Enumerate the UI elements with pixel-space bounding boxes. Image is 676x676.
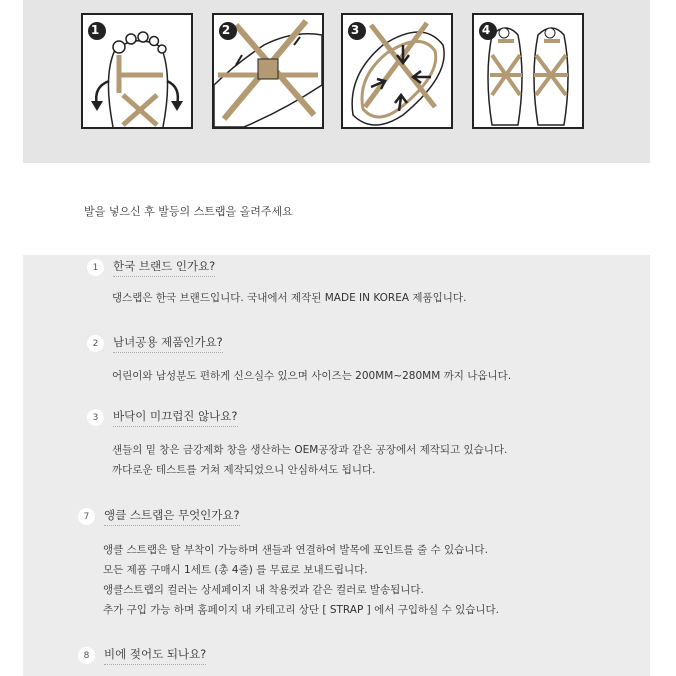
faq-answer-3	[112, 440, 507, 480]
faq-question-1[interactable]	[87, 258, 215, 277]
faq-answer-line: 추가 구입 가능 하며 홈페이지 내 카테고리 상단 [ STRAP ] 에서 구입하실 수 있습니다.	[103, 604, 500, 616]
faq-number-8: 8	[78, 647, 95, 664]
faq-number-7: 7	[78, 508, 95, 525]
faq-question-text: 한국 브랜드 인가요?	[113, 258, 215, 277]
faq-question-text: 앵클 스트랩은 무엇인가요?	[104, 507, 240, 526]
faq-answer-line: 앵클스트랩의 컬러는 상세페이지 내 착용컷과 같은 컬러로 발송됩니다.	[103, 584, 424, 596]
faq-number-2: 2	[87, 335, 104, 352]
faq-question-2[interactable]	[87, 334, 223, 353]
faq-answer-line: 어린이와 남성분도 편하게 신으실수 있으며 사이즈는 200MM~280MM 까지 나옵니다.	[112, 370, 512, 382]
faq-answer-2	[112, 366, 511, 386]
faq-answer-line: 댕스랩은 한국 브랜드입니다. 국내에서 제작된 MADE IN KOREA 제품입니다.	[112, 292, 467, 304]
faq-question-text: 비에 젖어도 되나요?	[104, 646, 206, 665]
faq-answer-7	[103, 540, 499, 620]
instruction-caption: 발을 넣으신 후 발등의 스트랩을 올려주세요	[84, 205, 293, 218]
faq-answer-line: 모든 제품 구매시 1세트 (총 4줄) 를 무료로 보내드립니다.	[103, 564, 368, 576]
faq-number-1: 1	[87, 259, 104, 276]
faq-answer-1	[112, 288, 466, 308]
step-4-number: 4	[481, 23, 491, 37]
faq-answer-line: 샌들의 밑 창은 금강제화 창을 생산하는 OEM공장과 같은 공장에서 제작되고 있습니다.	[112, 444, 508, 456]
faq-answer-line: 앵클 스트랩은 탈 부착이 가능하며 샌들과 연결하여 발목에 포인트를 줄 수 있습니다.	[103, 544, 488, 556]
step-1-number: 1	[90, 23, 100, 37]
faq-question-text: 바닥이 미끄럽진 않나요?	[113, 408, 238, 427]
faq-question-7[interactable]	[78, 507, 240, 526]
faq-question-text: 남녀공용 제품인가요?	[113, 334, 223, 353]
faq-question-8[interactable]	[78, 646, 206, 665]
faq-number-3: 3	[87, 409, 104, 426]
faq-answer-line: 까다로운 테스트를 거쳐 제작되었으니 안심하셔도 됩니다.	[112, 464, 376, 476]
step-3-number: 3	[350, 23, 360, 37]
step-2-number: 2	[221, 23, 231, 37]
faq-question-3[interactable]	[87, 408, 238, 427]
